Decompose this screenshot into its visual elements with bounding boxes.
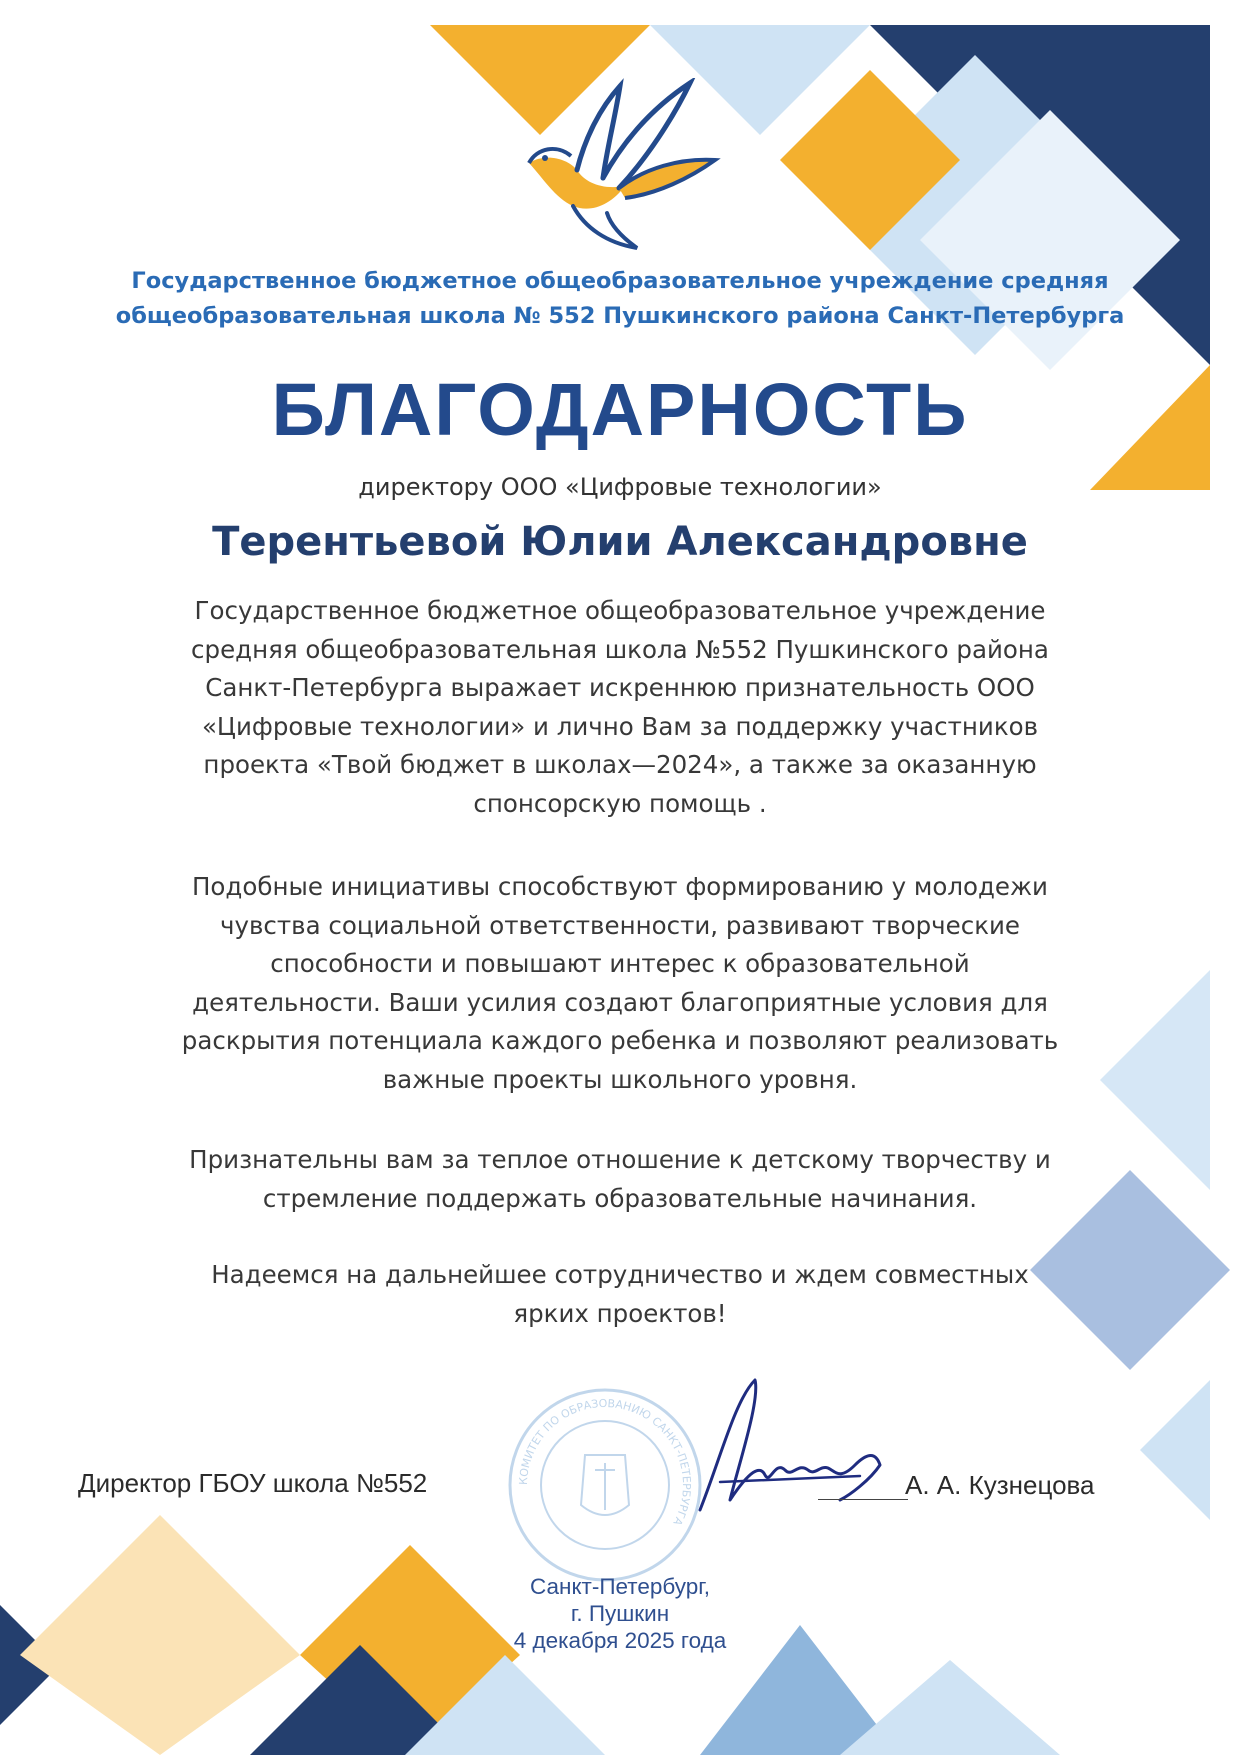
paragraph-cooperation [120,1256,1120,1333]
signer-title: Директор ГБОУ школа №552 [78,1468,428,1498]
organization-line: Государственное бюджетное общеобразовательное учреждение средняя [131,268,1109,294]
dove-icon [515,78,730,268]
signer-name: А. А. Кузнецова [905,1470,1095,1500]
place-and-date [450,1573,790,1654]
place-city: Санкт-Петербург, [530,1574,710,1599]
page-title: БЛАГОДАРНОСТЬ [271,368,969,451]
text-line: Подобные инициативы способствуют формированию у молодежи [192,872,1048,901]
text-line: Надеемся на дальнейшее сотрудничество и ждем совместных [211,1260,1029,1289]
deco-shape [840,1660,1060,1755]
text-line: проекта «Твой бюджет в школах—2024», а также за оказанную [203,750,1037,779]
text-line: стремление поддержать образовательные начинания. [262,1183,978,1213]
organization-header [100,264,1140,334]
paragraph-initiatives [120,868,1120,1099]
recipient-name: Терентьевой Юлии Александровне [212,519,1028,565]
signature-line [818,1499,908,1500]
text-line: Санкт-Петербурга выражает искреннюю признательность ООО [205,673,1035,702]
deco-shape [20,1515,300,1755]
text-line: Признательны вам за теплое отношение к детскому творчеству и [189,1145,1051,1174]
text-line: деятельности. Ваши усилия создают благоприятные условия для [192,987,1048,1017]
organization-line: общеобразовательная школа № 552 Пушкинского района Санкт-Петербурга [115,303,1125,329]
paragraph-thanks [120,1141,1120,1218]
signature-icon [660,1370,920,1540]
text-line: ярких проектов! [513,1298,727,1328]
place-town: г. Пушкин [570,1601,670,1626]
text-line: важные проекты школьного уровня. [382,1064,858,1094]
text-line: «Цифровые технологии» и лично Вам за поддержку участников [201,711,1039,741]
paragraph-gratitude [120,592,1120,823]
text-line: способности и повышают интерес к образовательной [270,949,970,978]
text-line: раскрытия потенциала каждого ребенка и позволяют реализовать [181,1026,1059,1055]
stamp-text: КОМИТЕТ ПО ОБРАЗОВАНИЮ САНКТ-ПЕТЕРБУРГА [516,1396,694,1528]
text-line: средняя общеобразовательная школа №552 Пушкинского района [191,634,1049,664]
text-line: чувства социальной ответственности, развивают творческие [219,910,1020,940]
text-line: спонсорскую помощь . [473,788,767,818]
recipient-role: директору ООО «Цифровые технологии» [358,473,882,501]
document-date: 4 декабря 2025 года [513,1628,727,1653]
text-line: Государственное бюджетное общеобразовательное учреждение [194,596,1046,625]
deco-shape [1140,1380,1210,1520]
